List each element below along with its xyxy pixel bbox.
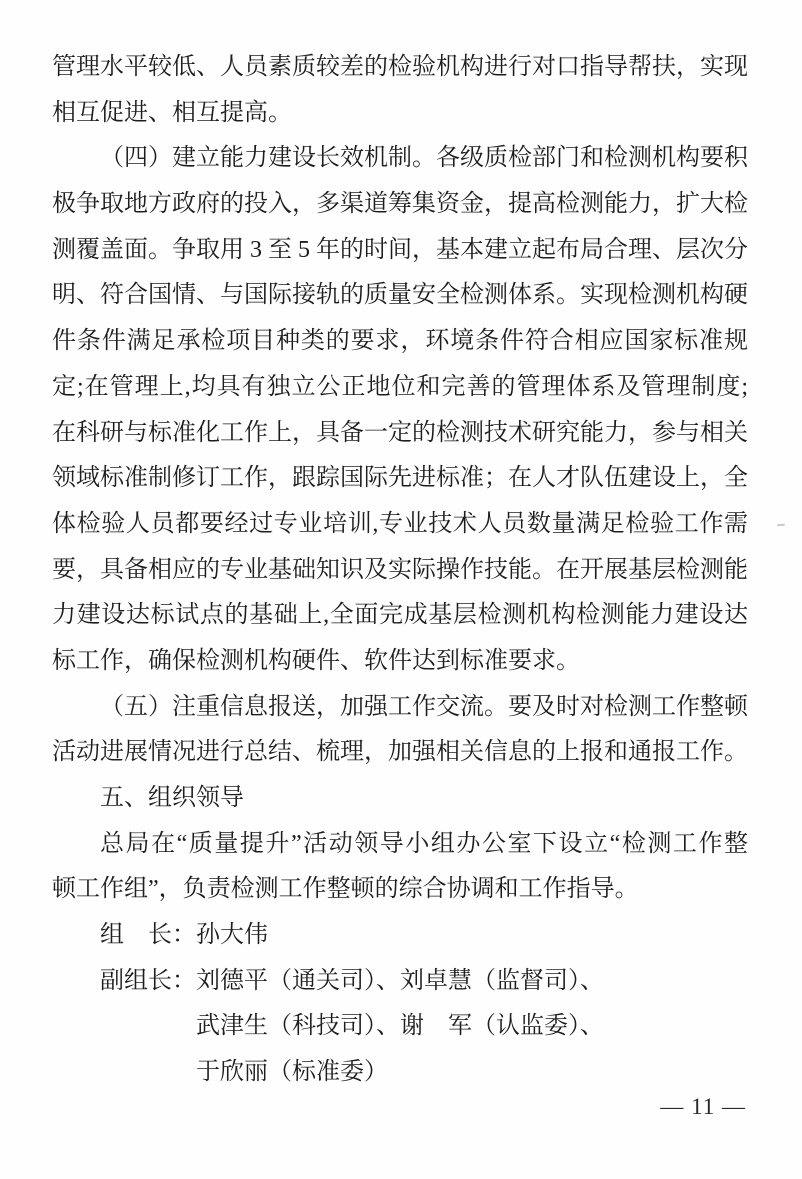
- text-line-20: 组 长：孙大伟: [100, 922, 268, 949]
- text-line-4: 极争取地方政府的投入，多渠道筹集资金，提高检测能力，扩大检: [52, 191, 748, 218]
- text-line-15: （五）注重信息报送，加强工作交流。要及时对检测工作整顿: [100, 693, 748, 720]
- text-line-11: 体检验人员都要经过专业培训,专业技术人员数量满足检验工作需: [52, 510, 748, 537]
- text-line-14: 标工作，确保检测机构硬件、软件达到标准要求。: [52, 647, 580, 674]
- text-line-16: 活动进展情况进行总结、梳理，加强相关信息的上报和通报工作。: [52, 739, 748, 766]
- text-line-19: 顿工作组”，负责检测工作整顿的综合协调和工作指导。: [52, 876, 639, 903]
- text-line-21: 副组长：刘德平（通关司）、刘卓慧（监督司）、: [100, 967, 604, 994]
- text-line-6: 明、符合国情、与国际接轨的质量安全检测体系。实现检测机构硬: [52, 282, 748, 309]
- text-line-7: 件条件满足承检项目种类的要求，环境条件符合相应国家标准规: [52, 328, 748, 355]
- text-line-18: 总局在“质量提升”活动领导小组办公室下设立“检测工作整: [100, 830, 748, 857]
- text-line-22: 武津生（科技司）、谢 军（认监委）、: [196, 1013, 604, 1040]
- scan-artifact-speck: [777, 524, 785, 527]
- text-line-1: 管理水平较低、人员素质较差的检验机构进行对口指导帮扶，实现: [52, 54, 748, 80]
- text-line-5: 测覆盖面。争取用 3 至 5 年的时间，基本建立起布局合理、层次分: [52, 236, 748, 263]
- text-line-17: 五、组织领导: [100, 785, 244, 811]
- text-line-23: 于欣丽（标准委）: [196, 1059, 388, 1086]
- text-line-13: 力建设达标试点的基础上,全面完成基层检测机构检测能力建设达: [52, 602, 748, 629]
- text-line-10: 领域标准制修订工作，跟踪国际先进标准；在人才队伍建设上，全: [52, 465, 748, 492]
- document-text-block: [52, 45, 748, 1096]
- text-line-3: （四）建立能力建设长效机制。各级质检部门和检测机构要积: [100, 145, 748, 172]
- text-line-8: 定;在管理上,均具有独立公正地位和完善的管理体系及管理制度;: [52, 373, 748, 400]
- text-line-12: 要，具备相应的专业基础知识及实际操作技能。在开展基层检测能: [52, 556, 748, 583]
- text-line-9: 在科研与标准化工作上，具备一定的检测技术研究能力，参与相关: [52, 419, 748, 446]
- page-number: — 11 —: [660, 1094, 746, 1119]
- text-line-2: 相互促进、相互提高。: [52, 99, 292, 126]
